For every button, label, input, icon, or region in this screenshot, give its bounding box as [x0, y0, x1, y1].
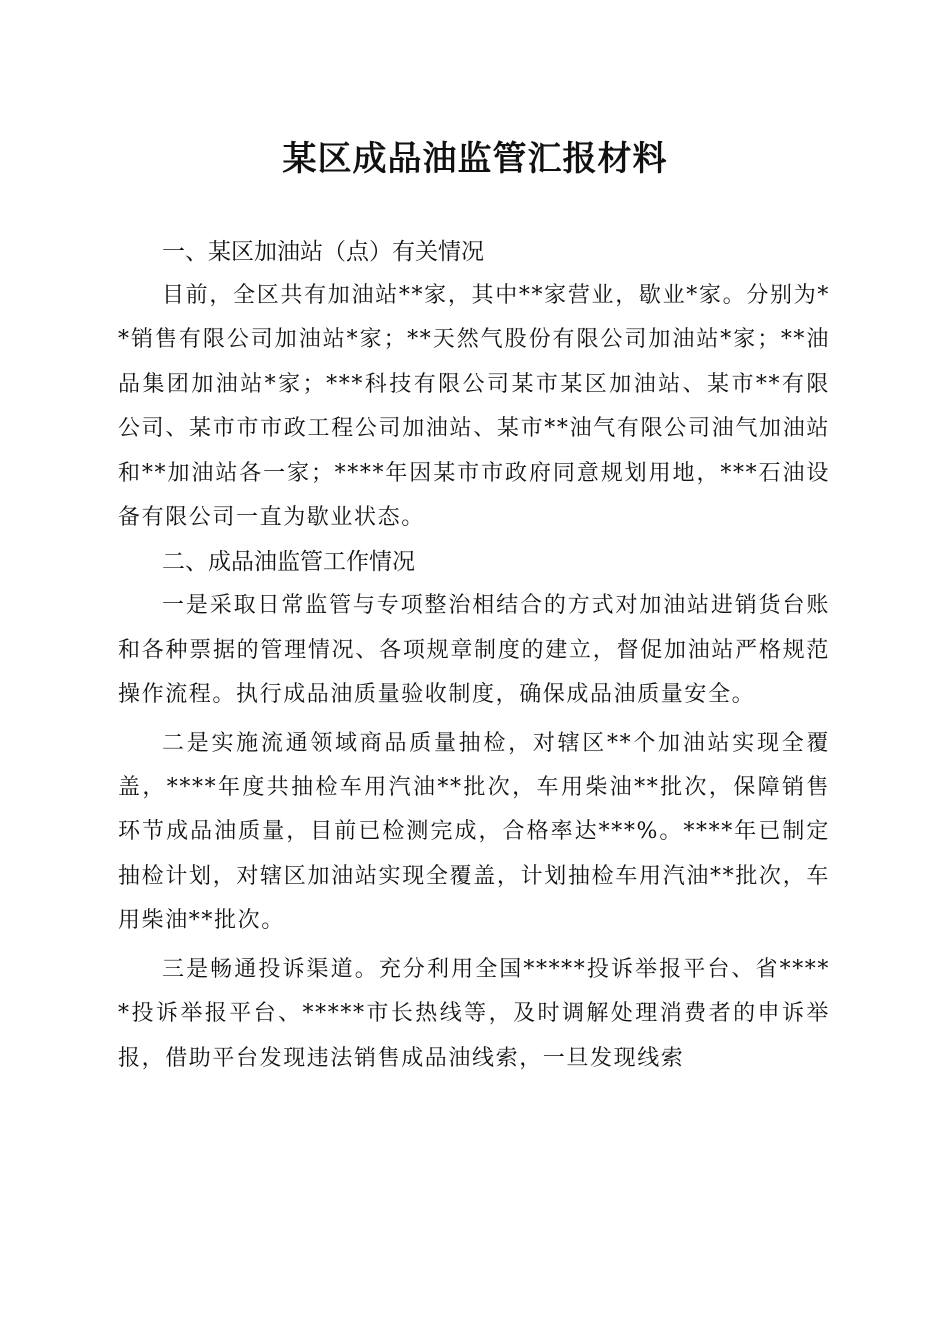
document-title: 某区成品油监管汇报材料: [282, 139, 668, 179]
paragraph-quality-inspection: 二是实施流通领域商品质量抽检，对辖区**个加油站实现全覆盖，****年度共抽检车用汽油**批次，车用柴油**批次，保障销售环节成品油质量，目前已检测完成，合格率达***%。****年已制定抽检计划，对辖区加油站实现全覆盖，计划抽检车用汽油**批次，车用柴油**批次。: [118, 730, 830, 934]
paragraph-complaint-channels: 三是畅通投诉渠道。充分利用全国*****投诉举报平台、省*****投诉举报平台、*****市长热线等，及时调解处理消费者的申诉举报，借助平台发现违法销售成品油线索，一旦发现线索: [118, 956, 830, 1071]
document-body: [118, 230, 830, 1081]
section-heading-2: 二、成品油监管工作情况: [162, 549, 415, 576]
paragraph-station-overview: 目前，全区共有加油站**家，其中**家营业，歇业*家。分别为**销售有限公司加油站*家；**天然气股份有限公司加油站*家；**油品集团加油站*家；***科技有限公司某市某区加油站、某市**有限公司、某市市市政工程公司加油站、某市**油气有限公司油气加油站和**加油站各一家；****年因某市市政府同意规划用地，***石油设备有限公司一直为歇业状态。: [118, 283, 830, 531]
paragraph-daily-supervision: 一是采取日常监管与专项整治相结合的方式对加油站进销货台账和各种票据的管理情况、各项规章制度的建立，督促加油站严格规范操作流程。执行成品油质量验收制度，确保成品油质量安全。: [118, 593, 830, 708]
section-heading-1: 一、某区加油站（点）有关情况: [162, 239, 484, 265]
